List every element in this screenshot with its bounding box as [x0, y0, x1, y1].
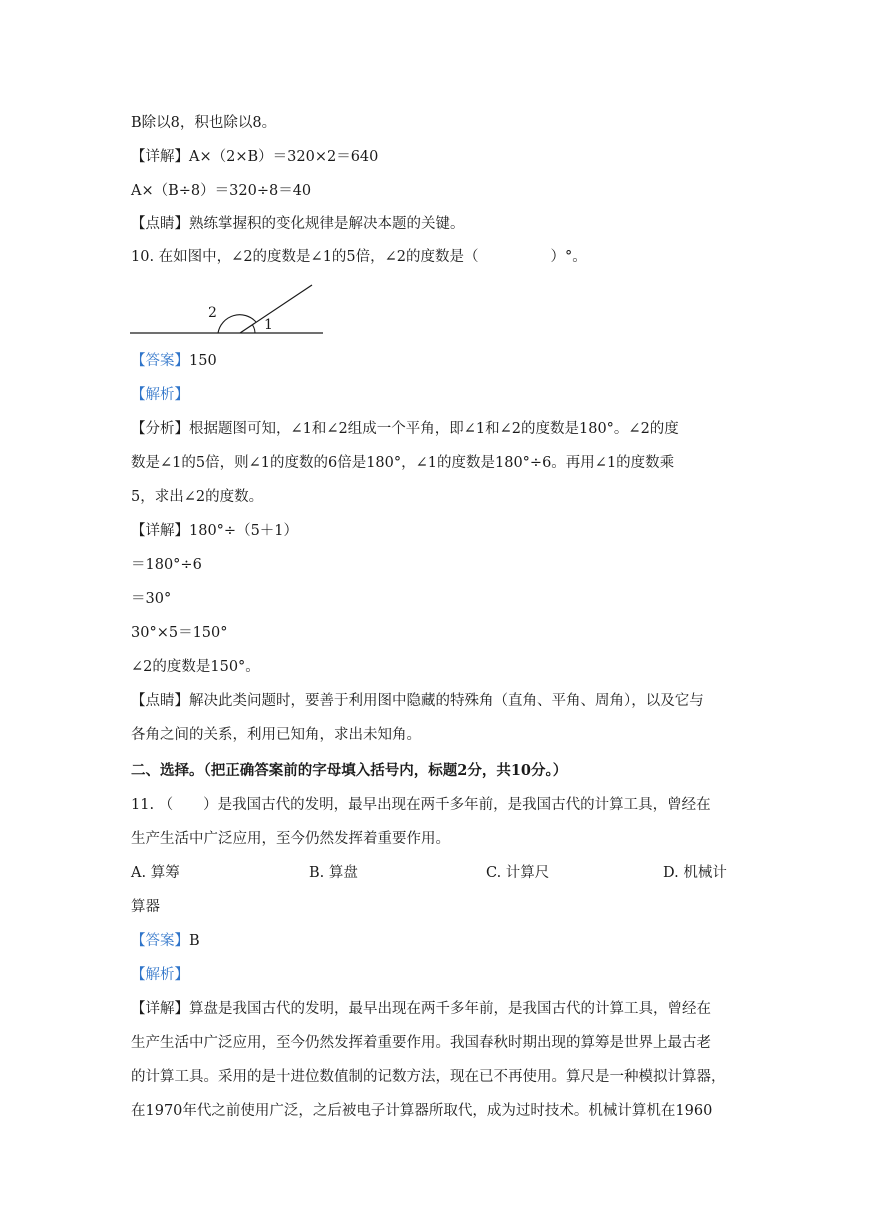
q11-stem-line-2: 生产生活中广泛应用，至今仍然发挥着重要作用。: [131, 831, 450, 847]
analysis-sub-tag: 【分析】: [131, 421, 189, 437]
q9-detail-line-2: A×（B÷8）＝320÷8＝40: [131, 183, 312, 199]
analysis-tag: 【解析】: [131, 387, 189, 403]
q11-analysis-heading: [131, 964, 741, 986]
q11-detail-line-2: 生产生活中广泛应用，至今仍然发挥着重要作用。我国春秋时期出现的算筹是世界上最古老: [131, 1035, 711, 1051]
q10-detail-line-2: ＝180°÷6: [131, 557, 202, 573]
angle-2-arc: [218, 315, 256, 333]
q9-comment: 【点睛】熟练掌握积的变化规律是解决本题的关键。: [131, 216, 465, 232]
q10-detail-line-3: ＝30°: [131, 591, 172, 607]
q11-detail-line-1: 【详解】算盘是我国古代的发明，最早出现在两千多年前，是我国古代的计算工具，曾经在: [131, 1001, 711, 1017]
analysis-tag: 【解析】: [131, 967, 189, 983]
q11-option-d-wrap: 算器: [131, 899, 160, 915]
option-b: B. 算盘: [309, 865, 358, 881]
detail-tag: 【详解】: [131, 523, 189, 539]
q10-analysis-line-2: 数是∠1的5倍，则∠1的度数的6倍是180°，∠1的度数是180°÷6。再用∠1的度数乘: [131, 455, 675, 471]
q10-comment-line-1: 【点睛】解决此类问题时，要善于利用图中隐藏的特殊角（直角、平角、周角），以及它与: [131, 693, 704, 709]
q10-answer: 【答案】150: [131, 353, 217, 369]
angle-figure: [128, 282, 328, 338]
q10-analysis-heading: [131, 384, 741, 406]
q10-stem: 10. 在如图中，∠2的度数是∠1的5倍，∠2的度数是（ ）°。: [131, 249, 587, 265]
q11-answer: 【答案】B: [131, 933, 200, 949]
angle-1-arc: [253, 325, 256, 333]
comment-tag: 【点睛】: [131, 216, 189, 232]
q11-detail-line-3: 的计算工具。采用的是十进位数值制的记数方法，现在已不再使用。算尺是一种模拟计算器，: [131, 1069, 726, 1085]
q11-detail-line-4: 在1970年代之前使用广泛，之后被电子计算器所取代，成为过时技术。机械计算机在1960: [131, 1103, 713, 1119]
option-d: D. 机械计: [663, 865, 727, 881]
detail-tag: 【详解】: [131, 1001, 189, 1017]
angle-2-label: 2: [208, 305, 217, 321]
q10-comment-line-2: 各角之间的关系，利用已知角，求出未知角。: [131, 727, 421, 743]
q9-tail: B除以8，积也除以8。: [131, 115, 277, 131]
q11-stem-line-1: 11. （ ）是我国古代的发明，最早出现在两千多年前，是我国古代的计算工具，曾经在: [131, 797, 711, 813]
option-c: C. 计算尺: [486, 865, 550, 881]
q9-detail-line-1: 【详解】A×（2×B）＝320×2＝640: [131, 149, 379, 165]
q10-detail-line-4: 30°×5＝150°: [131, 625, 228, 641]
comment-tag: 【点睛】: [131, 693, 189, 709]
q10-analysis-line-3: 5，求出∠2的度数。: [131, 489, 264, 505]
q10-detail-line-1: 【详解】180°÷（5＋1）: [131, 523, 299, 539]
answer-tag: 【答案】: [131, 353, 189, 369]
q10-detail-line-5: ∠2的度数是150°。: [131, 659, 260, 675]
detail-tag: 【详解】: [131, 149, 189, 165]
q10-analysis-line-1: 【分析】根据题图可知，∠1和∠2组成一个平角，即∠1和∠2的度数是180°。∠2的度: [131, 421, 679, 437]
option-a: A. 算筹: [131, 865, 180, 881]
slanted-ray: [240, 285, 312, 333]
section-2-heading: 二、选择。（把正确答案前的字母填入括号内，标题2分，共10分。）: [131, 762, 568, 779]
angle-1-label: 1: [264, 317, 273, 333]
answer-tag: 【答案】: [131, 933, 189, 949]
q11-options: [131, 862, 741, 884]
